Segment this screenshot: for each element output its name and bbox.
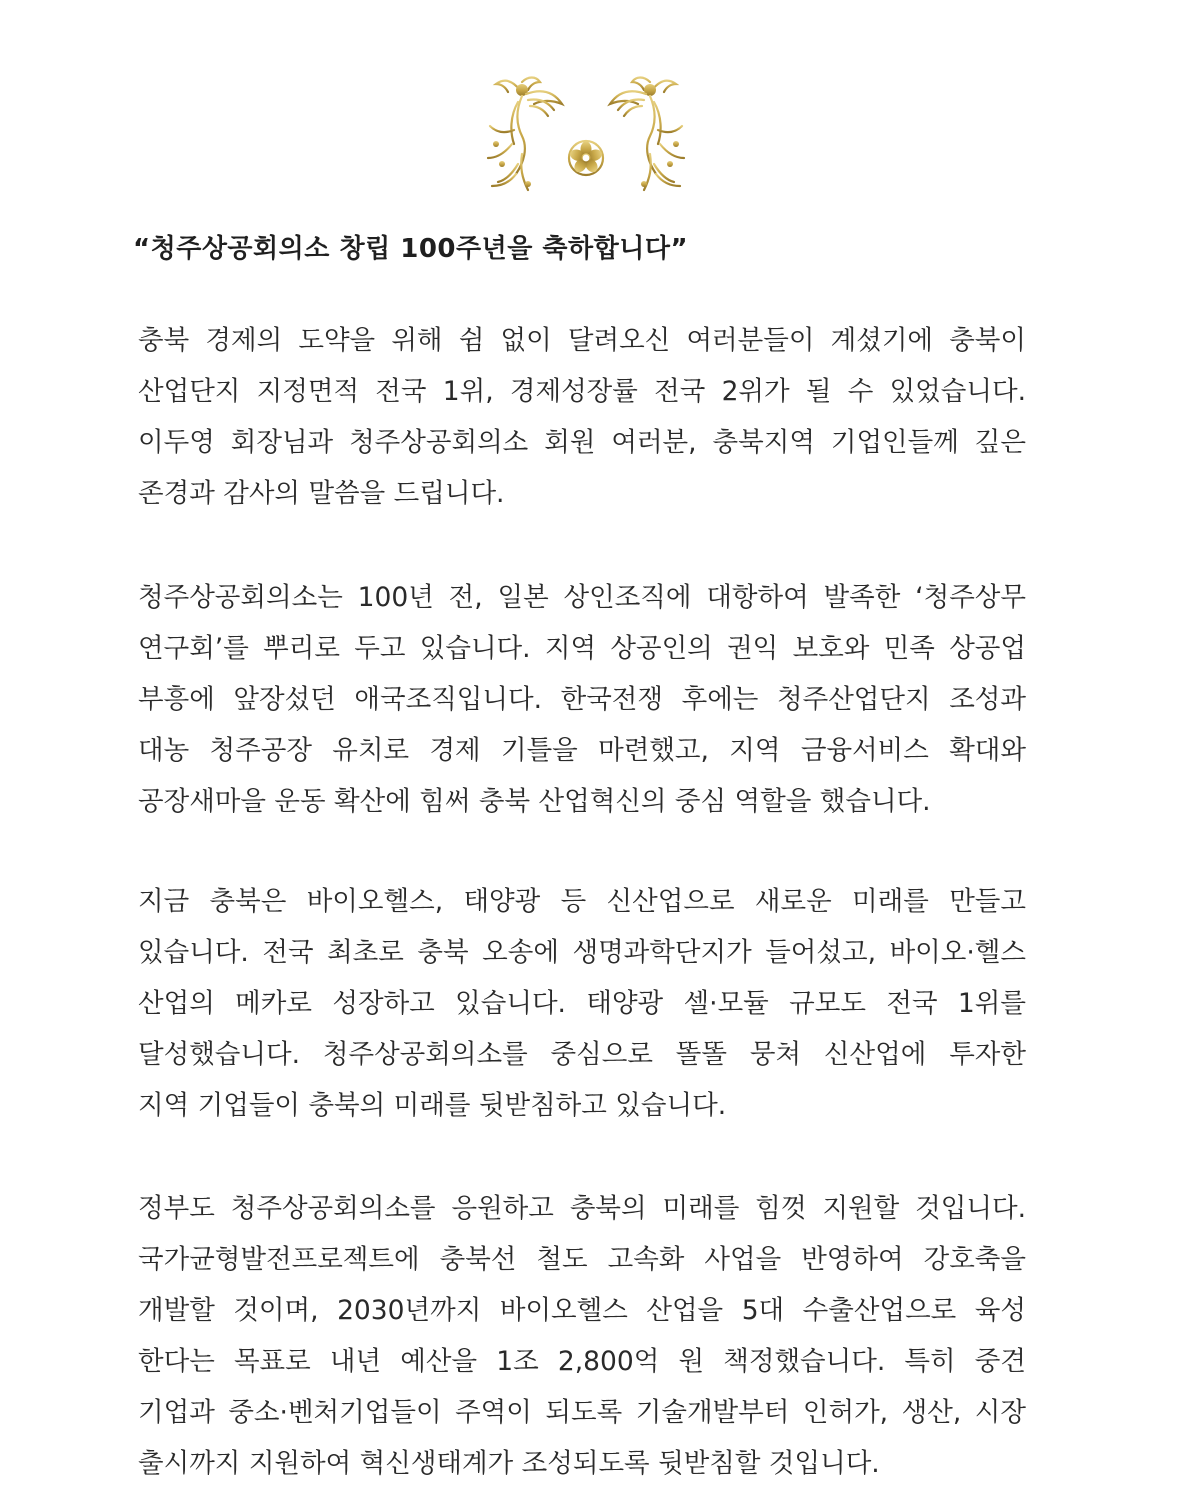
paragraph: [138, 1183, 1026, 1489]
paragraph-line: 국가균형발전프로젝트에 충북선 철도 고속화 사업을 반영하여 강호축을: [138, 1244, 1026, 1275]
paragraph-line: 출시까지 지원하여 혁신생태계가 조성되도록 뒷받침할 것입니다.: [138, 1448, 880, 1479]
phoenix-seal-emblem: [482, 74, 690, 196]
mugunghwa-seal-icon: [569, 141, 604, 175]
paragraph-line: 부흥에 앞장섰던 애국조직입니다. 한국전쟁 후에는 청주산업단지 조성과: [138, 684, 1026, 715]
paragraph-line: 존경과 감사의 말씀을 드립니다.: [138, 478, 505, 509]
paragraph-line: 연구회’를 뿌리로 두고 있습니다. 지역 상공인의 권익 보호와 민족 상공업: [138, 633, 1026, 664]
paragraph-line: 산업단지 지정면적 전국 1위, 경제성장률 전국 2위가 될 수 있었습니다.: [138, 376, 1026, 407]
paragraph-line: 충북 경제의 도약을 위해 쉼 없이 달려오신 여러분들이 계셨기에 충북이: [138, 325, 1026, 356]
page-title: “청주상공회의소 창립 100주년을 축하합니다”: [133, 234, 689, 264]
paragraph-line: 산업의 메카로 성장하고 있습니다. 태양광 셀·모듈 규모도 전국 1위를: [138, 988, 1026, 1019]
paragraph-line: 공장새마을 운동 확산에 힘써 충북 산업혁신의 중심 역할을 했습니다.: [138, 786, 931, 817]
paragraph-line: 개발할 것이며, 2030년까지 바이오헬스 산업을 5대 수출산업으로 육성: [138, 1295, 1026, 1326]
paragraph: [138, 876, 1026, 1131]
paragraph-line: 한다는 목표로 내년 예산을 1조 2,800억 원 책정했습니다. 특히 중견: [138, 1346, 1026, 1377]
paragraph-line: 청주상공회의소는 100년 전, 일본 상인조직에 대항하여 발족한 ‘청주상무: [138, 582, 1026, 613]
paragraph: [138, 315, 1026, 519]
paragraph-line: 지역 기업들이 충북의 미래를 뒷받침하고 있습니다.: [138, 1090, 727, 1121]
paragraph-line: 정부도 청주상공회의소를 응원하고 충북의 미래를 힘껏 지원할 것입니다.: [138, 1193, 1026, 1224]
right-phoenix-icon: [610, 78, 684, 191]
paragraph-line: 지금 충북은 바이오헬스, 태양광 등 신산업으로 새로운 미래를 만들고: [138, 886, 1026, 917]
left-phoenix-icon: [488, 78, 562, 191]
paragraph: [138, 572, 1026, 827]
paragraph-line: 이두영 회장님과 청주상공회의소 회원 여러분, 충북지역 기업인들께 깊은: [138, 427, 1026, 458]
paragraph-line: 대농 청주공장 유치로 경제 기틀을 마련했고, 지역 금융서비스 확대와: [138, 735, 1026, 766]
paragraph-line: 있습니다. 전국 최초로 충북 오송에 생명과학단지가 들어섰고, 바이오·헬스: [138, 937, 1026, 968]
paragraph-line: 달성했습니다. 청주상공회의소를 중심으로 똘똘 뭉쳐 신산업에 투자한: [138, 1039, 1026, 1070]
paragraph-line: 기업과 중소·벤처기업들이 주역이 되도록 기술개발부터 인허가, 생산, 시장: [138, 1397, 1026, 1428]
